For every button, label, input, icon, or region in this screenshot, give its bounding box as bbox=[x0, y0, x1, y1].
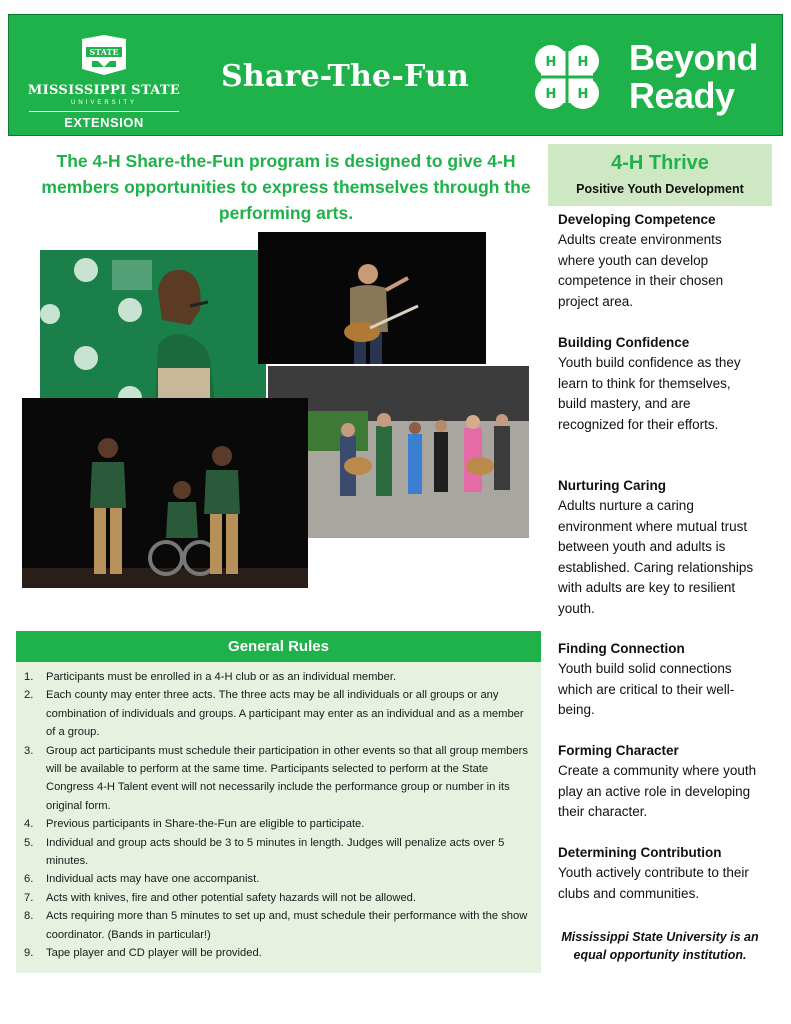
rule-item bbox=[24, 668, 531, 686]
rule-item bbox=[24, 742, 531, 816]
thrive-section-caring bbox=[558, 476, 758, 619]
rule-text: Acts with knives, fire and other potential safety hazards will not be allowed. bbox=[46, 891, 417, 904]
general-rules-panel bbox=[16, 662, 541, 973]
section-body: Adults create environments where youth can develop competence in their chosen project area. bbox=[558, 232, 724, 309]
section-body: Youth build solid connections which are critical to their well-being. bbox=[558, 661, 735, 717]
photo-singer-solo bbox=[40, 250, 288, 410]
thrive-section-competence bbox=[558, 210, 758, 312]
section-heading: Forming Character bbox=[558, 743, 679, 758]
equal-opportunity-statement: Mississippi State University is an equal opportunity institution. bbox=[561, 930, 759, 962]
rule-item bbox=[24, 889, 531, 907]
rule-text: Previous participants in Share-the-Fun are eligible to participate. bbox=[46, 818, 365, 831]
section-body: Create a community where youth play an active role in developing their character. bbox=[558, 763, 757, 819]
rule-item bbox=[24, 907, 531, 944]
svg-text:H: H bbox=[545, 87, 557, 102]
msu-mark-state-text: STATE bbox=[89, 47, 119, 57]
photo-trio-singers bbox=[22, 398, 308, 588]
rule-item bbox=[24, 815, 531, 833]
thrive-section-connection bbox=[558, 639, 758, 721]
rule-text: Group act participants must schedule their participation in other events so that all group members will be available to perform at the same time. Participants selected to perform at the State Congress 4-H Talent event will not necessarily include the performance group or number in its original form. bbox=[46, 744, 528, 812]
section-heading: Nurturing Caring bbox=[558, 478, 666, 493]
header-banner bbox=[8, 14, 783, 136]
rules-list bbox=[16, 662, 541, 963]
msu-wordmark: MISSISSIPPI STATE bbox=[27, 83, 181, 98]
ready-text: Ready bbox=[629, 75, 735, 116]
rule-number: 7. bbox=[24, 891, 34, 904]
rule-number: 5. bbox=[24, 836, 34, 849]
intro-statement: The 4-H Share-the-Fun program is designed to give 4-H members opportunities to express themselves through the performing arts. bbox=[41, 151, 531, 223]
section-heading: Building Confidence bbox=[558, 335, 690, 350]
rule-text: Acts requiring more than 5 minutes to set up and, must schedule their performance with the show coordinator. (Bands in particular!) bbox=[46, 910, 528, 941]
svg-text:H: H bbox=[577, 55, 589, 70]
rule-number: 8. bbox=[24, 910, 34, 923]
rule-text: Each county may enter three acts. The three acts may be all individuals or all groups or any combination of individuals and groups. A participant may enter as an individual and as a member of a group. bbox=[46, 689, 524, 739]
page-title: Share-The-Fun bbox=[221, 59, 469, 94]
msu-extension-text: EXTENSION bbox=[64, 115, 144, 130]
msu-university-text: UNIVERSITY bbox=[70, 100, 137, 106]
rule-number: 6. bbox=[24, 873, 34, 886]
thrive-subtitle: Positive Youth Development bbox=[576, 182, 744, 196]
rule-number: 1. bbox=[24, 671, 34, 683]
four-leaf-clover-icon bbox=[521, 31, 613, 123]
section-body: Adults nurture a caring environment where mutual trust between youth and adults is established. Caring relationships with adults are key to resilient youth. bbox=[558, 498, 754, 616]
svg-text:H: H bbox=[545, 55, 557, 70]
thrive-section-character bbox=[558, 741, 758, 823]
section-body: Youth build confidence as they learn to think for themselves, build mastery, and are recognized for their efforts. bbox=[558, 355, 741, 432]
rule-text: Individual and group acts should be 3 to 5 minutes in length. Judges will penalize acts over 5 minutes. bbox=[46, 836, 505, 868]
msu-divider bbox=[29, 111, 179, 112]
thrive-section-confidence bbox=[558, 333, 758, 435]
msu-banner-icon bbox=[72, 33, 136, 77]
rule-item bbox=[24, 870, 531, 888]
beyond-ready-wordmark bbox=[629, 39, 758, 115]
rule-item bbox=[24, 834, 531, 871]
rule-number: 9. bbox=[24, 947, 34, 960]
rule-text: Participants must be enrolled in a 4-H club or as an individual member. bbox=[46, 671, 397, 683]
section-heading: Developing Competence bbox=[558, 212, 716, 227]
thrive-title: 4-H Thrive bbox=[611, 152, 709, 174]
general-rules-heading: General Rules bbox=[16, 631, 541, 662]
rule-text: Individual acts may have one accompanist. bbox=[46, 873, 260, 886]
rule-item bbox=[24, 686, 531, 741]
msu-extension-logo bbox=[23, 33, 185, 137]
svg-text:H: H bbox=[577, 87, 589, 102]
rule-text: Tape player and CD player will be provided. bbox=[46, 947, 262, 960]
thrive-section-contribution bbox=[558, 843, 758, 904]
beyond-text: Beyond bbox=[629, 37, 759, 78]
section-heading: Finding Connection bbox=[558, 641, 685, 656]
rule-number: 2. bbox=[24, 689, 34, 702]
photo-guitar-performer bbox=[258, 232, 486, 364]
section-body: Youth actively contribute to their clubs and communities. bbox=[558, 865, 749, 901]
rule-number: 4. bbox=[24, 818, 34, 831]
section-heading: Determining Contribution bbox=[558, 845, 722, 860]
rule-number: 3. bbox=[24, 744, 34, 757]
thrive-header bbox=[548, 144, 772, 206]
rule-item bbox=[24, 944, 531, 962]
